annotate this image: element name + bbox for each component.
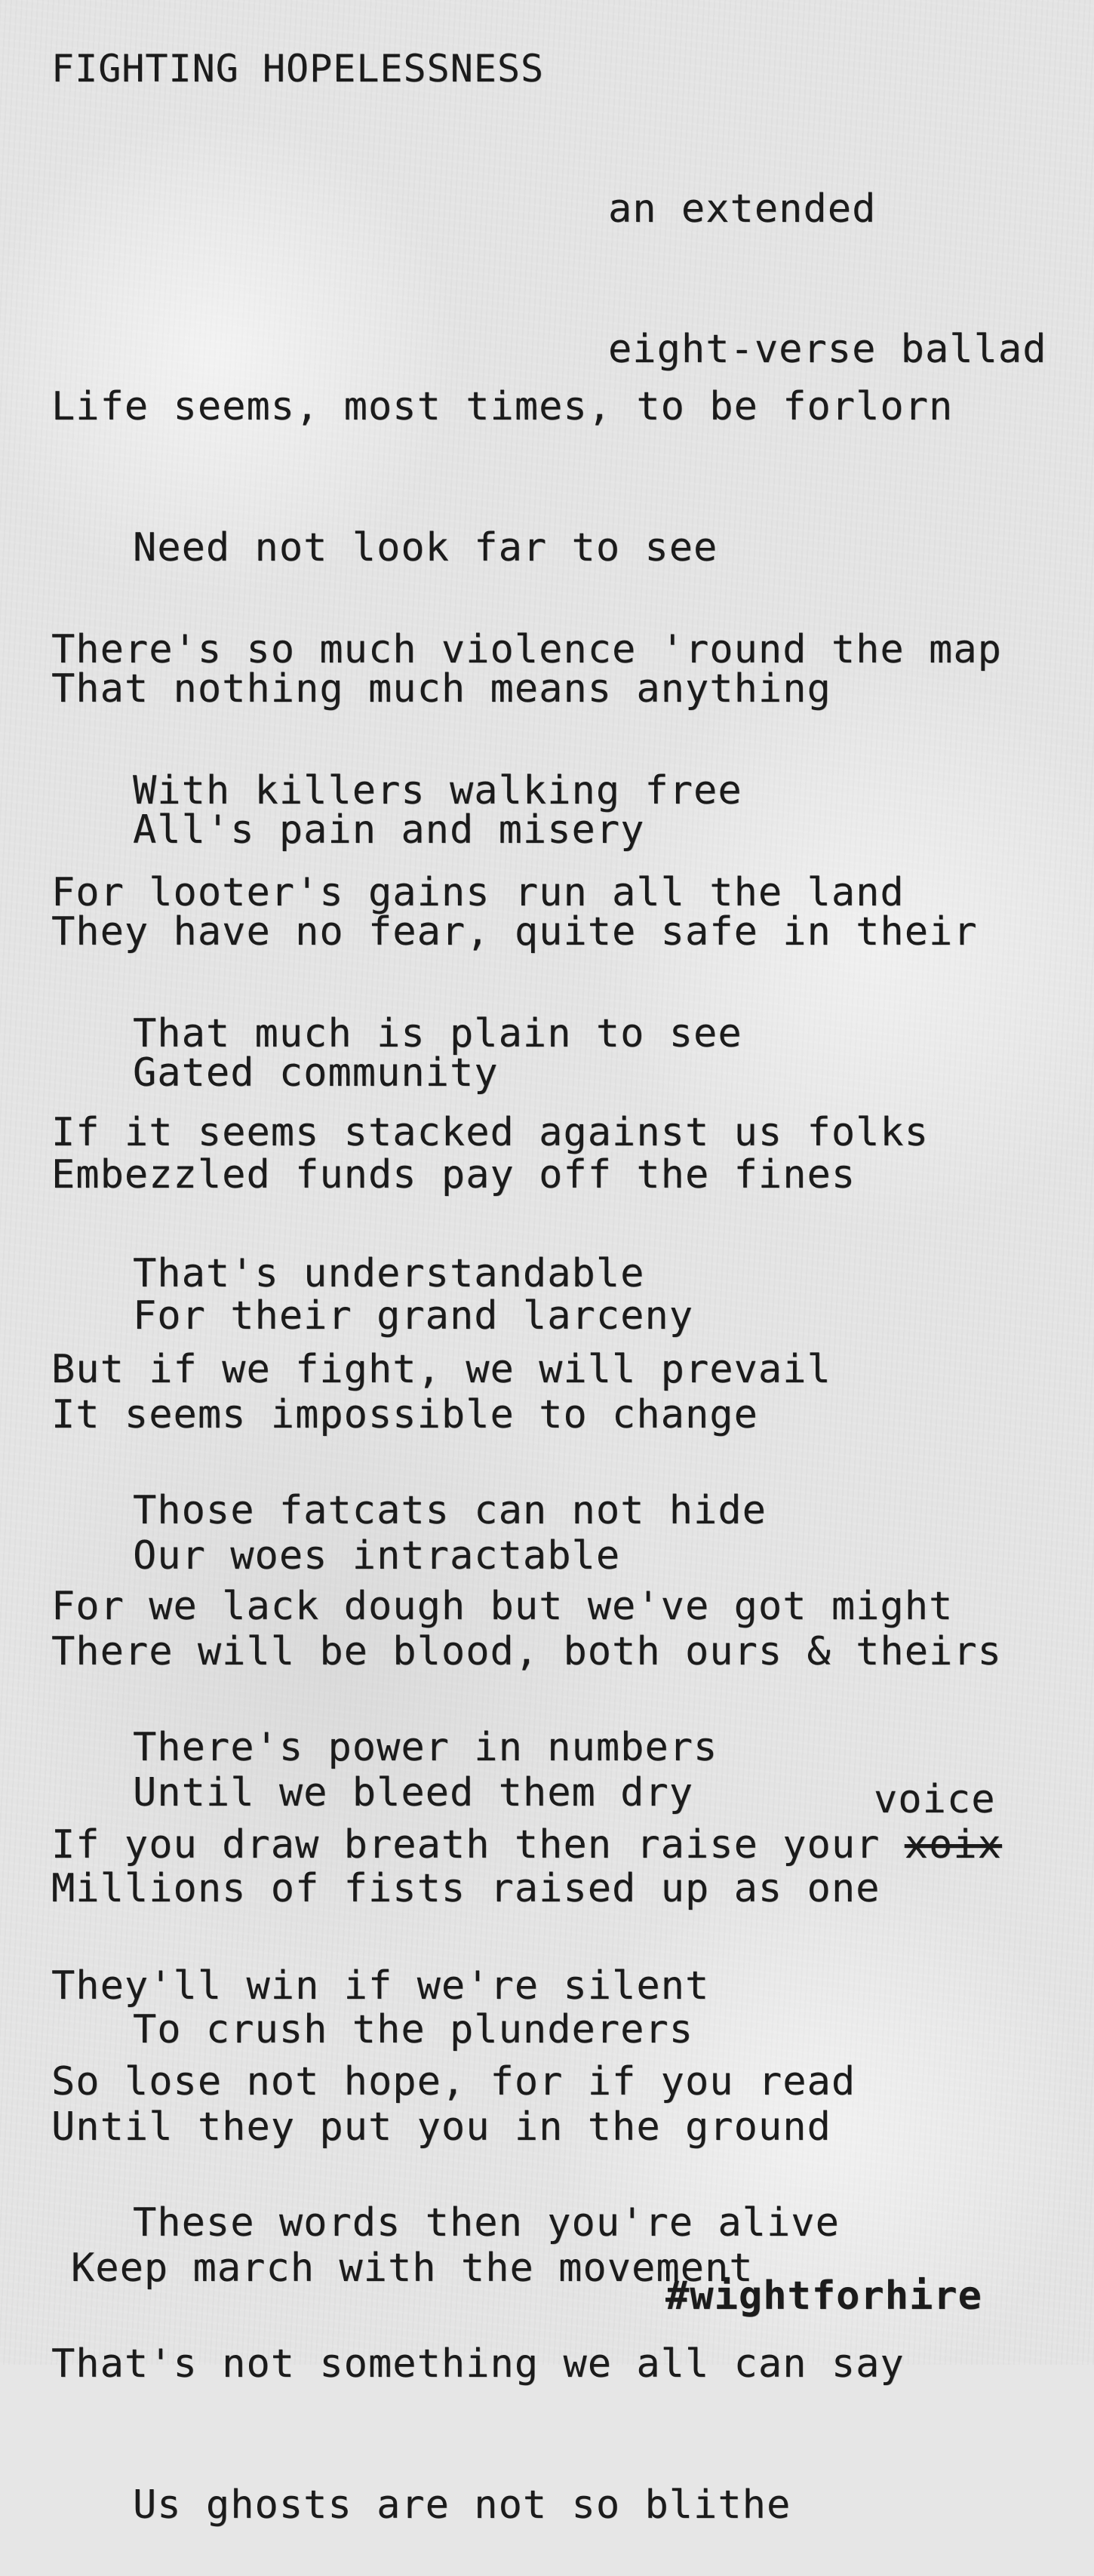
- verse-line: All's pain and misery: [133, 807, 645, 853]
- verse-line: There will be blood, both ours & theirs: [51, 1629, 1002, 1674]
- struck-out-word: xoix: [904, 1822, 1002, 1867]
- verse-line: That nothing much means anything: [51, 666, 831, 712]
- subtitle-line: eight-verse ballad: [608, 327, 1047, 372]
- verse-line: Our woes intractable: [133, 1533, 621, 1578]
- verse-line: These words then you're alive: [133, 2200, 840, 2246]
- verse-line: They'll win if we're silent: [51, 1963, 710, 2009]
- verse-line: For we lack dough but we've got might: [51, 1584, 954, 1629]
- verse-line: Embezzled funds pay off the fines: [51, 1152, 856, 1197]
- verse-line: Millions of fists raised up as one: [51, 1866, 880, 1911]
- verse-line: With killers walking free: [133, 768, 742, 813]
- verse-line: Gated community: [133, 1050, 499, 1096]
- verse-line: Need not look far to see: [133, 525, 718, 570]
- verse-line: Until they put you in the ground: [51, 2104, 831, 2150]
- verse-line: To crush the plunderers: [133, 2007, 694, 2052]
- verse-line: There's power in numbers: [133, 1725, 718, 1770]
- signature-hashtag: #wightforhire: [665, 2273, 982, 2319]
- verse-line: It seems impossible to change: [51, 1392, 758, 1437]
- verse-line: If it seems stacked against us folks: [51, 1110, 930, 1155]
- verse-line: But if we fight, we will prevail: [51, 1347, 831, 1392]
- verse-line: For their grand larceny: [133, 1293, 694, 1339]
- typed-correction: voice: [874, 1777, 996, 1822]
- verse-line: Until we bleed them dry: [133, 1770, 694, 1815]
- verse-line: That's not something we all can say: [51, 2341, 905, 2387]
- subtitle-line: an extended: [608, 186, 877, 232]
- verse-line: They have no fear, quite safe in their: [51, 909, 978, 954]
- verse-line: There's so much violence 'round the map: [51, 627, 1002, 672]
- verse-line: For looter's gains run all the land: [51, 870, 905, 915]
- verse-line: Life seems, most times, to be forlorn: [51, 384, 954, 429]
- verse-line: That's understandable: [133, 1251, 645, 1296]
- verse-line: If you draw breath then raise your xoix: [51, 1822, 1002, 1867]
- stanza-8: [51, 1965, 905, 2576]
- verse-line: Those fatcats can not hide: [133, 1488, 767, 1533]
- verse-line: Keep march with the movement: [71, 2246, 754, 2291]
- verse-line: So lose not hope, for if you read: [51, 2059, 856, 2104]
- verse-line: That much is plain to see: [133, 1011, 742, 1056]
- verse-line: Us ghosts are not so blithe: [133, 2482, 791, 2528]
- poem-title: FIGHTING HOPELESSNESS: [51, 47, 545, 91]
